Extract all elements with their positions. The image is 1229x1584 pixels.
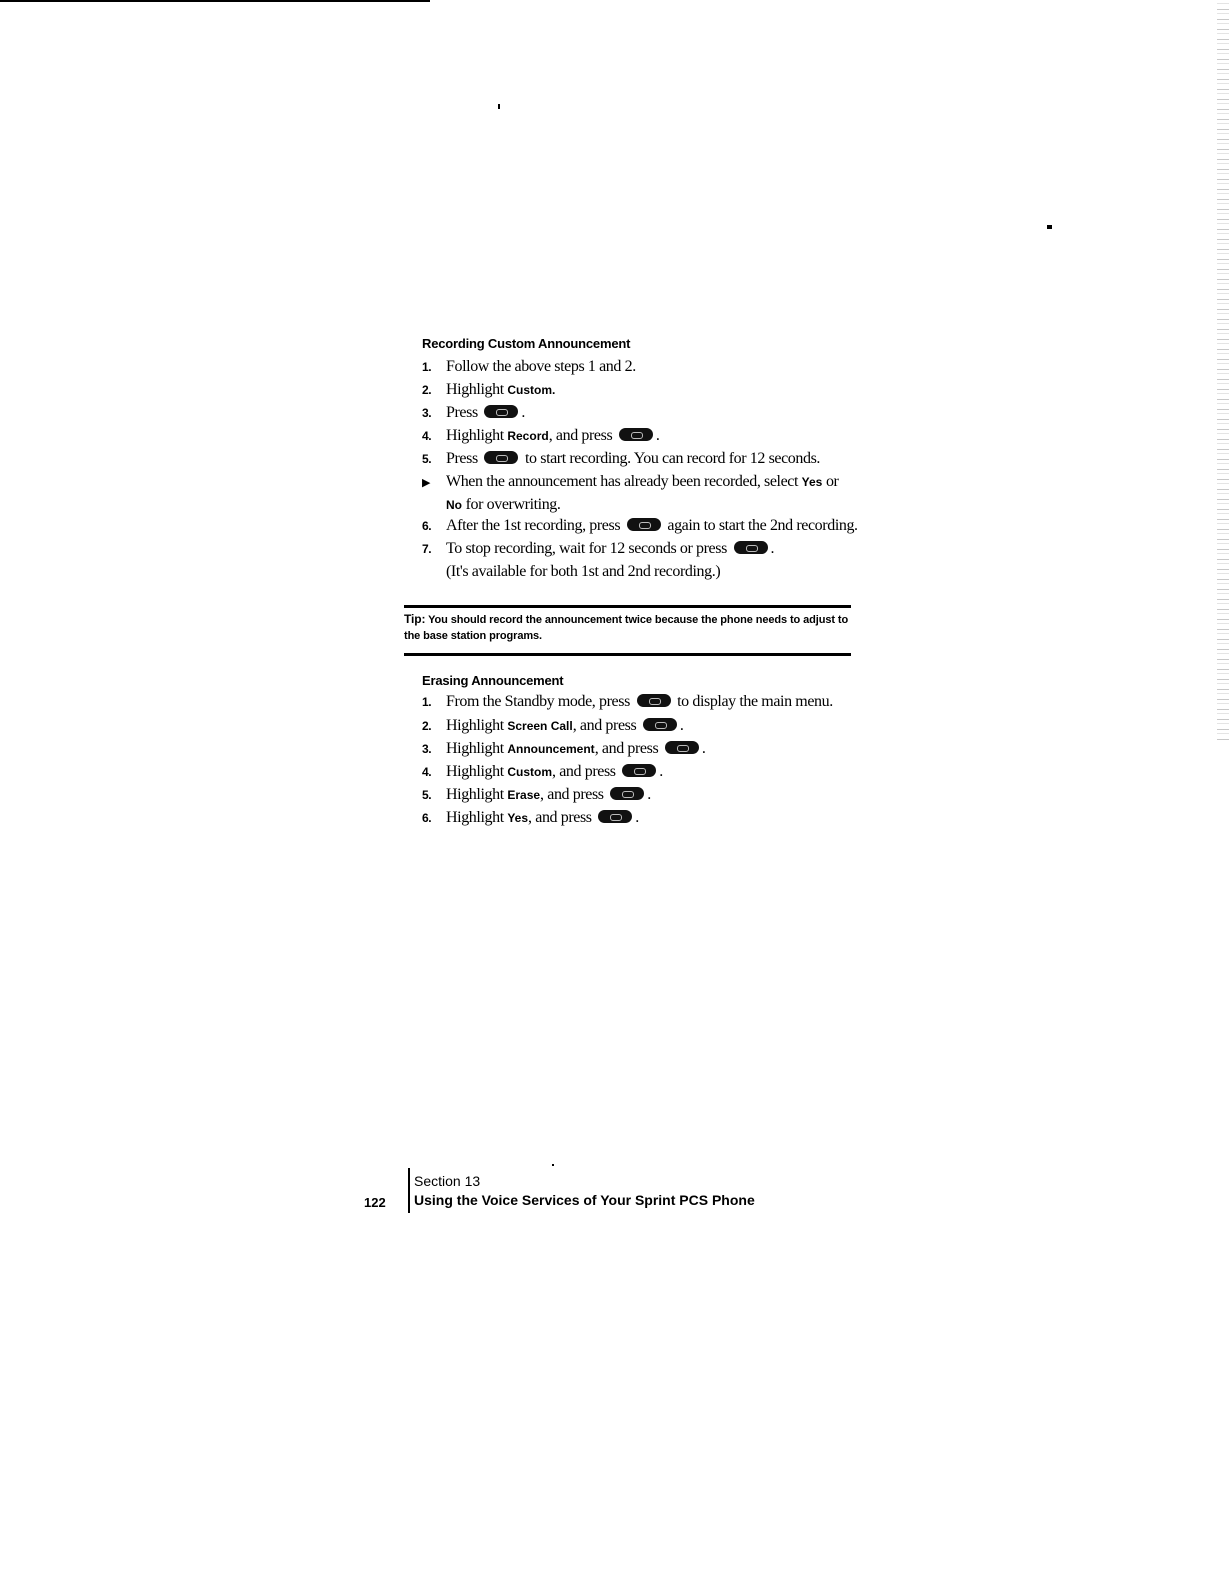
ok-key-icon — [610, 787, 644, 800]
page-number: 122 — [364, 1195, 386, 1210]
recording-note: ▶ When the announcement has already been recorded, select Yes or — [422, 472, 838, 493]
erasing-step-3: 3. Highlight Announcement, and press . — [422, 740, 706, 757]
footer-section: Section 13 — [414, 1173, 481, 1189]
erasing-heading: Erasing Announcement — [422, 673, 564, 688]
ok-key-icon — [619, 428, 653, 441]
ok-key-icon — [665, 741, 699, 754]
recording-step-4: 4. Highlight Record, and press . — [422, 427, 660, 444]
recording-step-5: 5. Press to start recording. You can record for 12 seconds. — [422, 450, 821, 467]
ok-key-icon — [627, 518, 661, 531]
recording-step-3: 3. Press . — [422, 404, 525, 421]
erasing-step-6: 6. Highlight Yes, and press . — [422, 809, 639, 826]
erasing-step-2: 2. Highlight Screen Call, and press . — [422, 717, 684, 734]
erasing-step-4: 4. Highlight Custom, and press . — [422, 763, 663, 780]
recording-step-1: 1. Follow the above steps 1 and 2. — [422, 358, 636, 375]
footer-divider — [408, 1168, 410, 1213]
footer-title: Using the Voice Services of Your Sprint PCS Phone — [414, 1192, 755, 1208]
menu-key-icon — [484, 405, 518, 418]
ok-key-icon — [734, 541, 768, 554]
ok-key-icon — [643, 718, 677, 731]
ok-key-icon — [484, 451, 518, 464]
recording-step-7: 7. To stop recording, wait for 12 seconds or press . — [422, 540, 775, 557]
menu-key-icon — [622, 764, 656, 777]
triangle-bullet-icon: ▶ — [422, 477, 431, 489]
recording-step-2: 2. Highlight Custom. — [422, 381, 556, 398]
tip-bottom-rule — [404, 653, 851, 656]
recording-note-cont: No for overwriting. — [446, 496, 561, 513]
ok-key-icon — [598, 810, 632, 823]
erasing-step-5: 5. Highlight Erase, and press . — [422, 786, 651, 803]
tip-top-rule — [404, 605, 851, 608]
menu-key-icon — [637, 694, 671, 707]
scan-speck — [552, 1164, 554, 1166]
recording-step-7-cont: (It's available for both 1st and 2nd recording.) — [446, 563, 721, 580]
recording-heading: Recording Custom Announcement — [422, 336, 631, 351]
erasing-step-1: 1. From the Standby mode, press to display the main menu. — [422, 693, 833, 710]
recording-step-6: 6. After the 1st recording, press again to start the 2nd recording. — [422, 517, 858, 534]
tip-box: Tip: You should record the announcement twice because the phone needs to adjust to the base station programs. — [404, 612, 849, 642]
